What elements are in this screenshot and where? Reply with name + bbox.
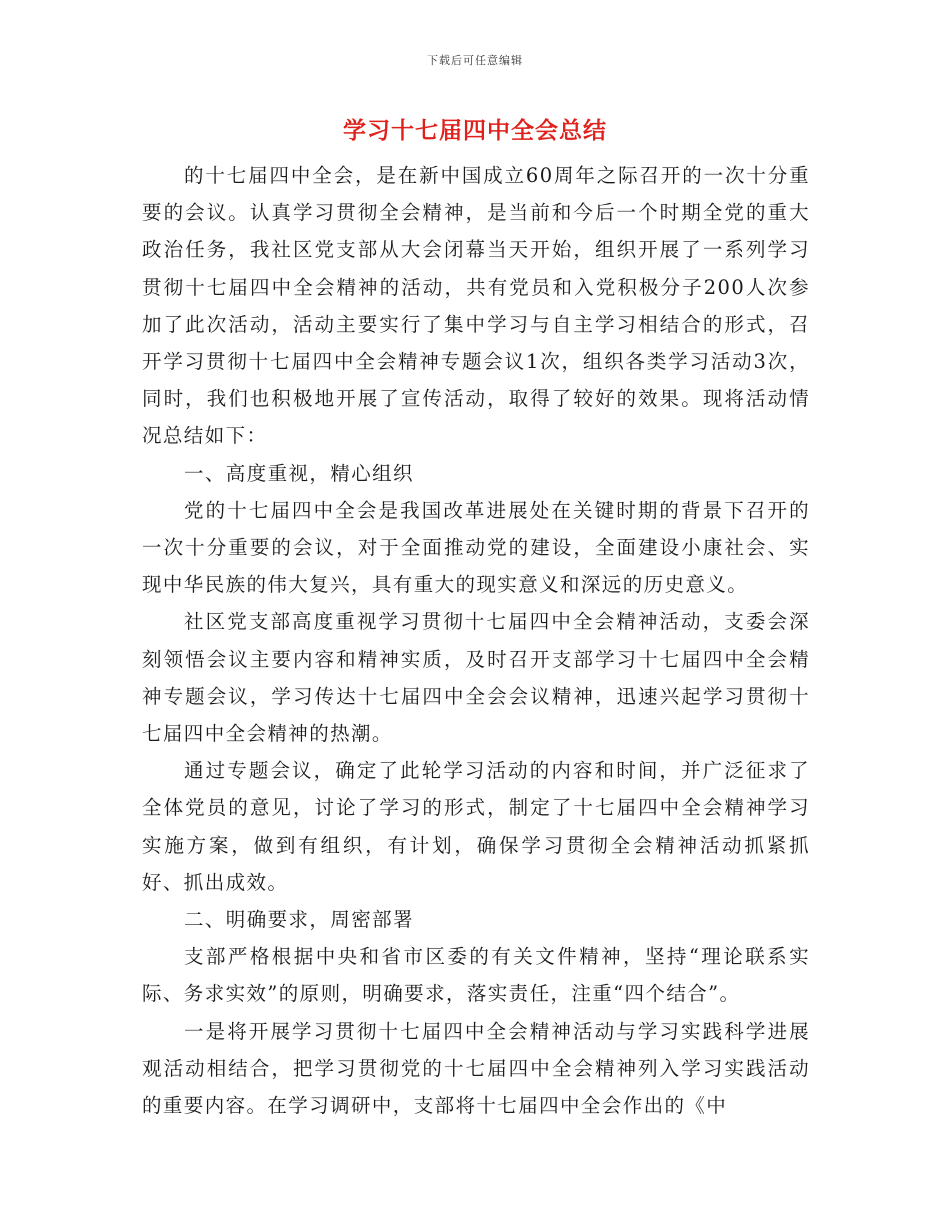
document-body	[142, 157, 810, 1124]
paragraph-combination-1: 一是将开展学习贯彻十七届四中全会精神活动与学习实践科学进展观活动相结合，把学习贯彻党的十七届四中全会精神列入学习实践活动的重要内容。在学习调研中，支部将十七届四中全会作出的《中	[142, 1019, 810, 1118]
document-title: 学习十七届四中全会总结	[343, 117, 607, 144]
paragraph-intro: 的十七届四中全会，是在新中国成立60周年之际召开的一次十分重要的会议。认真学习贯彻全会精神，是当前和今后一个时期全党的重大政治任务，我社区党支部从大会闭幕当天开始，组织开展了一系列学习贯彻十七届四中全会精神的活动，共有党员和入党积极分子200人次参加了此次活动，活动主要实行了集中学习与自主学习相结合的形式，召开学习贯彻十七届四中全会精神专题会议1次，组织各类学习活动3次，同时，我们也积极地开展了宣传活动，取得了较好的效果。现将活动情况总结如下：	[142, 164, 810, 448]
paragraph-requirements: 支部严格根据中央和省市区委的有关文件精神，坚持“理论联系实际、务求实效”的原则，明确要求，落实责任，注重“四个结合”。	[142, 945, 810, 1006]
section-heading-2: 二、明确要求，周密部署	[184, 908, 414, 932]
paragraph-party-branch: 社区党支部高度重视学习贯彻十七届四中全会精神活动，支委会深刻领悟会议主要内容和精神实质，及时召开支部学习十七届四中全会精神专题会议，学习传达十七届四中全会会议精神，迅速兴起学习贯彻十七届四中全会精神的热潮。	[142, 610, 810, 746]
section-heading-1: 一、高度重视，精心组织	[184, 461, 414, 485]
page-header-note: 下载后可任意编辑	[427, 54, 523, 67]
paragraph-special-meeting: 通过专题会议，确定了此轮学习活动的内容和时间，并广泛征求了全体党员的意见，讨论了学习的形式，制定了十七届四中全会精神学习实施方案，做到有组织，有计划，确保学习贯彻全会精神活动抓紧抓好、抓出成效。	[142, 759, 810, 894]
paragraph-significance: 党的十七届四中全会是我国改革进展处在关键时期的背景下召开的一次十分重要的会议，对于全面推动党的建设，全面建设小康社会、实现中华民族的伟大复兴，具有重大的现实意义和深远的历史意义。	[142, 498, 810, 597]
